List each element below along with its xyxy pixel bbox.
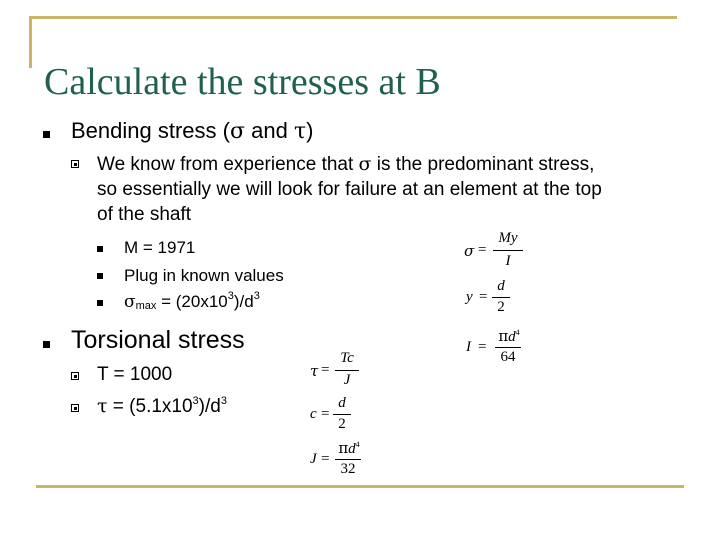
bending-heading-and: and	[245, 118, 294, 143]
eq-equals: =	[479, 289, 488, 305]
frame-top-line	[29, 16, 677, 19]
sigma-max-expression	[124, 292, 260, 312]
eq-denominator: 2	[497, 299, 505, 315]
bullet-hollow	[71, 404, 79, 412]
equation-sigma-my-over-i	[464, 230, 534, 270]
fraction-bar	[495, 347, 521, 348]
eq-equals: =	[478, 242, 487, 258]
bending-note-part1: We know from experience that	[97, 154, 359, 175]
eq-lhs: c	[310, 406, 317, 422]
fraction-bar	[335, 459, 361, 460]
bullet-square	[43, 341, 50, 348]
tau-expression-exponent-1: 3	[192, 395, 199, 407]
sigma-max-text-2: )/d	[233, 292, 254, 311]
plug-in-text: Plug in known values	[124, 266, 284, 285]
bullet-hollow	[71, 160, 79, 168]
torsional-heading: Torsional stress	[71, 326, 245, 354]
fraction-bar	[333, 414, 351, 415]
equation-i-pi-d4-over-64	[466, 326, 536, 372]
equation-y-d-over-2	[466, 278, 526, 318]
eq-denominator: I	[505, 253, 511, 269]
tau-symbol: τ	[293, 119, 307, 144]
eq-pi: π	[338, 439, 349, 457]
sigma-max-exponent-2: 3	[253, 290, 260, 302]
eq-denominator: 32	[340, 461, 356, 477]
bending-heading-prefix: Bending stress (	[71, 118, 230, 143]
eq-lhs: J	[310, 451, 317, 467]
moment-value: M = 1971	[124, 238, 196, 257]
equation-tau-tc-over-j	[310, 350, 365, 390]
equation-c-d-over-2	[310, 395, 360, 435]
fraction-bar	[335, 370, 359, 371]
bullet-square-small	[97, 246, 103, 252]
eq-equals: =	[321, 406, 330, 422]
eq-denominator: 64	[500, 349, 516, 365]
tau-expression-symbol: τ	[97, 395, 108, 417]
eq-equals: =	[321, 362, 330, 378]
slide-title: Calculate the stresses at B	[44, 61, 441, 103]
eq-numerator: My	[498, 230, 518, 246]
bending-note-part2: is the predominant stress, so essentially we will look for failure at an element at the top of the shaft	[97, 154, 602, 225]
eq-numerator: Tc	[340, 350, 354, 366]
sigma-symbol: σ	[229, 119, 245, 144]
tau-expression-text-1: = (5.1x10	[107, 396, 193, 417]
eq-numerator: d	[338, 395, 346, 411]
bullet-square-small	[97, 273, 103, 279]
eq-exponent: 4	[515, 328, 520, 337]
torque-value: T = 1000	[97, 364, 173, 385]
sigma-max-symbol: σ	[124, 292, 136, 312]
bullet-square	[43, 131, 50, 138]
eq-lhs: y	[466, 289, 473, 305]
sigma-max-text-1: = (20x10	[156, 292, 228, 311]
eq-numerator: d	[348, 441, 356, 457]
note-sigma-symbol: σ	[358, 153, 372, 175]
bending-note	[97, 152, 617, 227]
eq-lhs: I	[466, 339, 471, 355]
frame-bottom-line	[36, 485, 684, 488]
eq-equals: =	[478, 339, 487, 355]
sigma-max-subscript: max	[135, 300, 157, 312]
sigma-max-exponent-1: 3	[227, 290, 234, 302]
bullet-hollow	[71, 372, 79, 380]
bullet-square-small	[97, 300, 103, 306]
fraction-bar	[492, 297, 510, 298]
frame-left-line	[29, 16, 32, 68]
equation-j-pi-d4-over-32	[310, 438, 370, 482]
tau-expression-text-2: )/d	[198, 396, 221, 417]
eq-denominator: J	[343, 372, 351, 388]
eq-pi: π	[498, 327, 509, 345]
tau-expression-exponent-2: 3	[220, 395, 227, 407]
eq-numerator: d	[497, 278, 505, 294]
bending-heading	[71, 118, 313, 144]
eq-numerator: d	[508, 329, 516, 345]
bending-heading-suffix: )	[306, 118, 314, 143]
eq-lhs: σ	[464, 242, 475, 260]
eq-exponent: 4	[355, 440, 360, 449]
fraction-bar	[493, 250, 523, 251]
tau-expression	[97, 395, 227, 418]
eq-lhs: τ	[310, 362, 319, 380]
eq-denominator: 2	[338, 416, 346, 432]
eq-equals: =	[321, 451, 330, 467]
